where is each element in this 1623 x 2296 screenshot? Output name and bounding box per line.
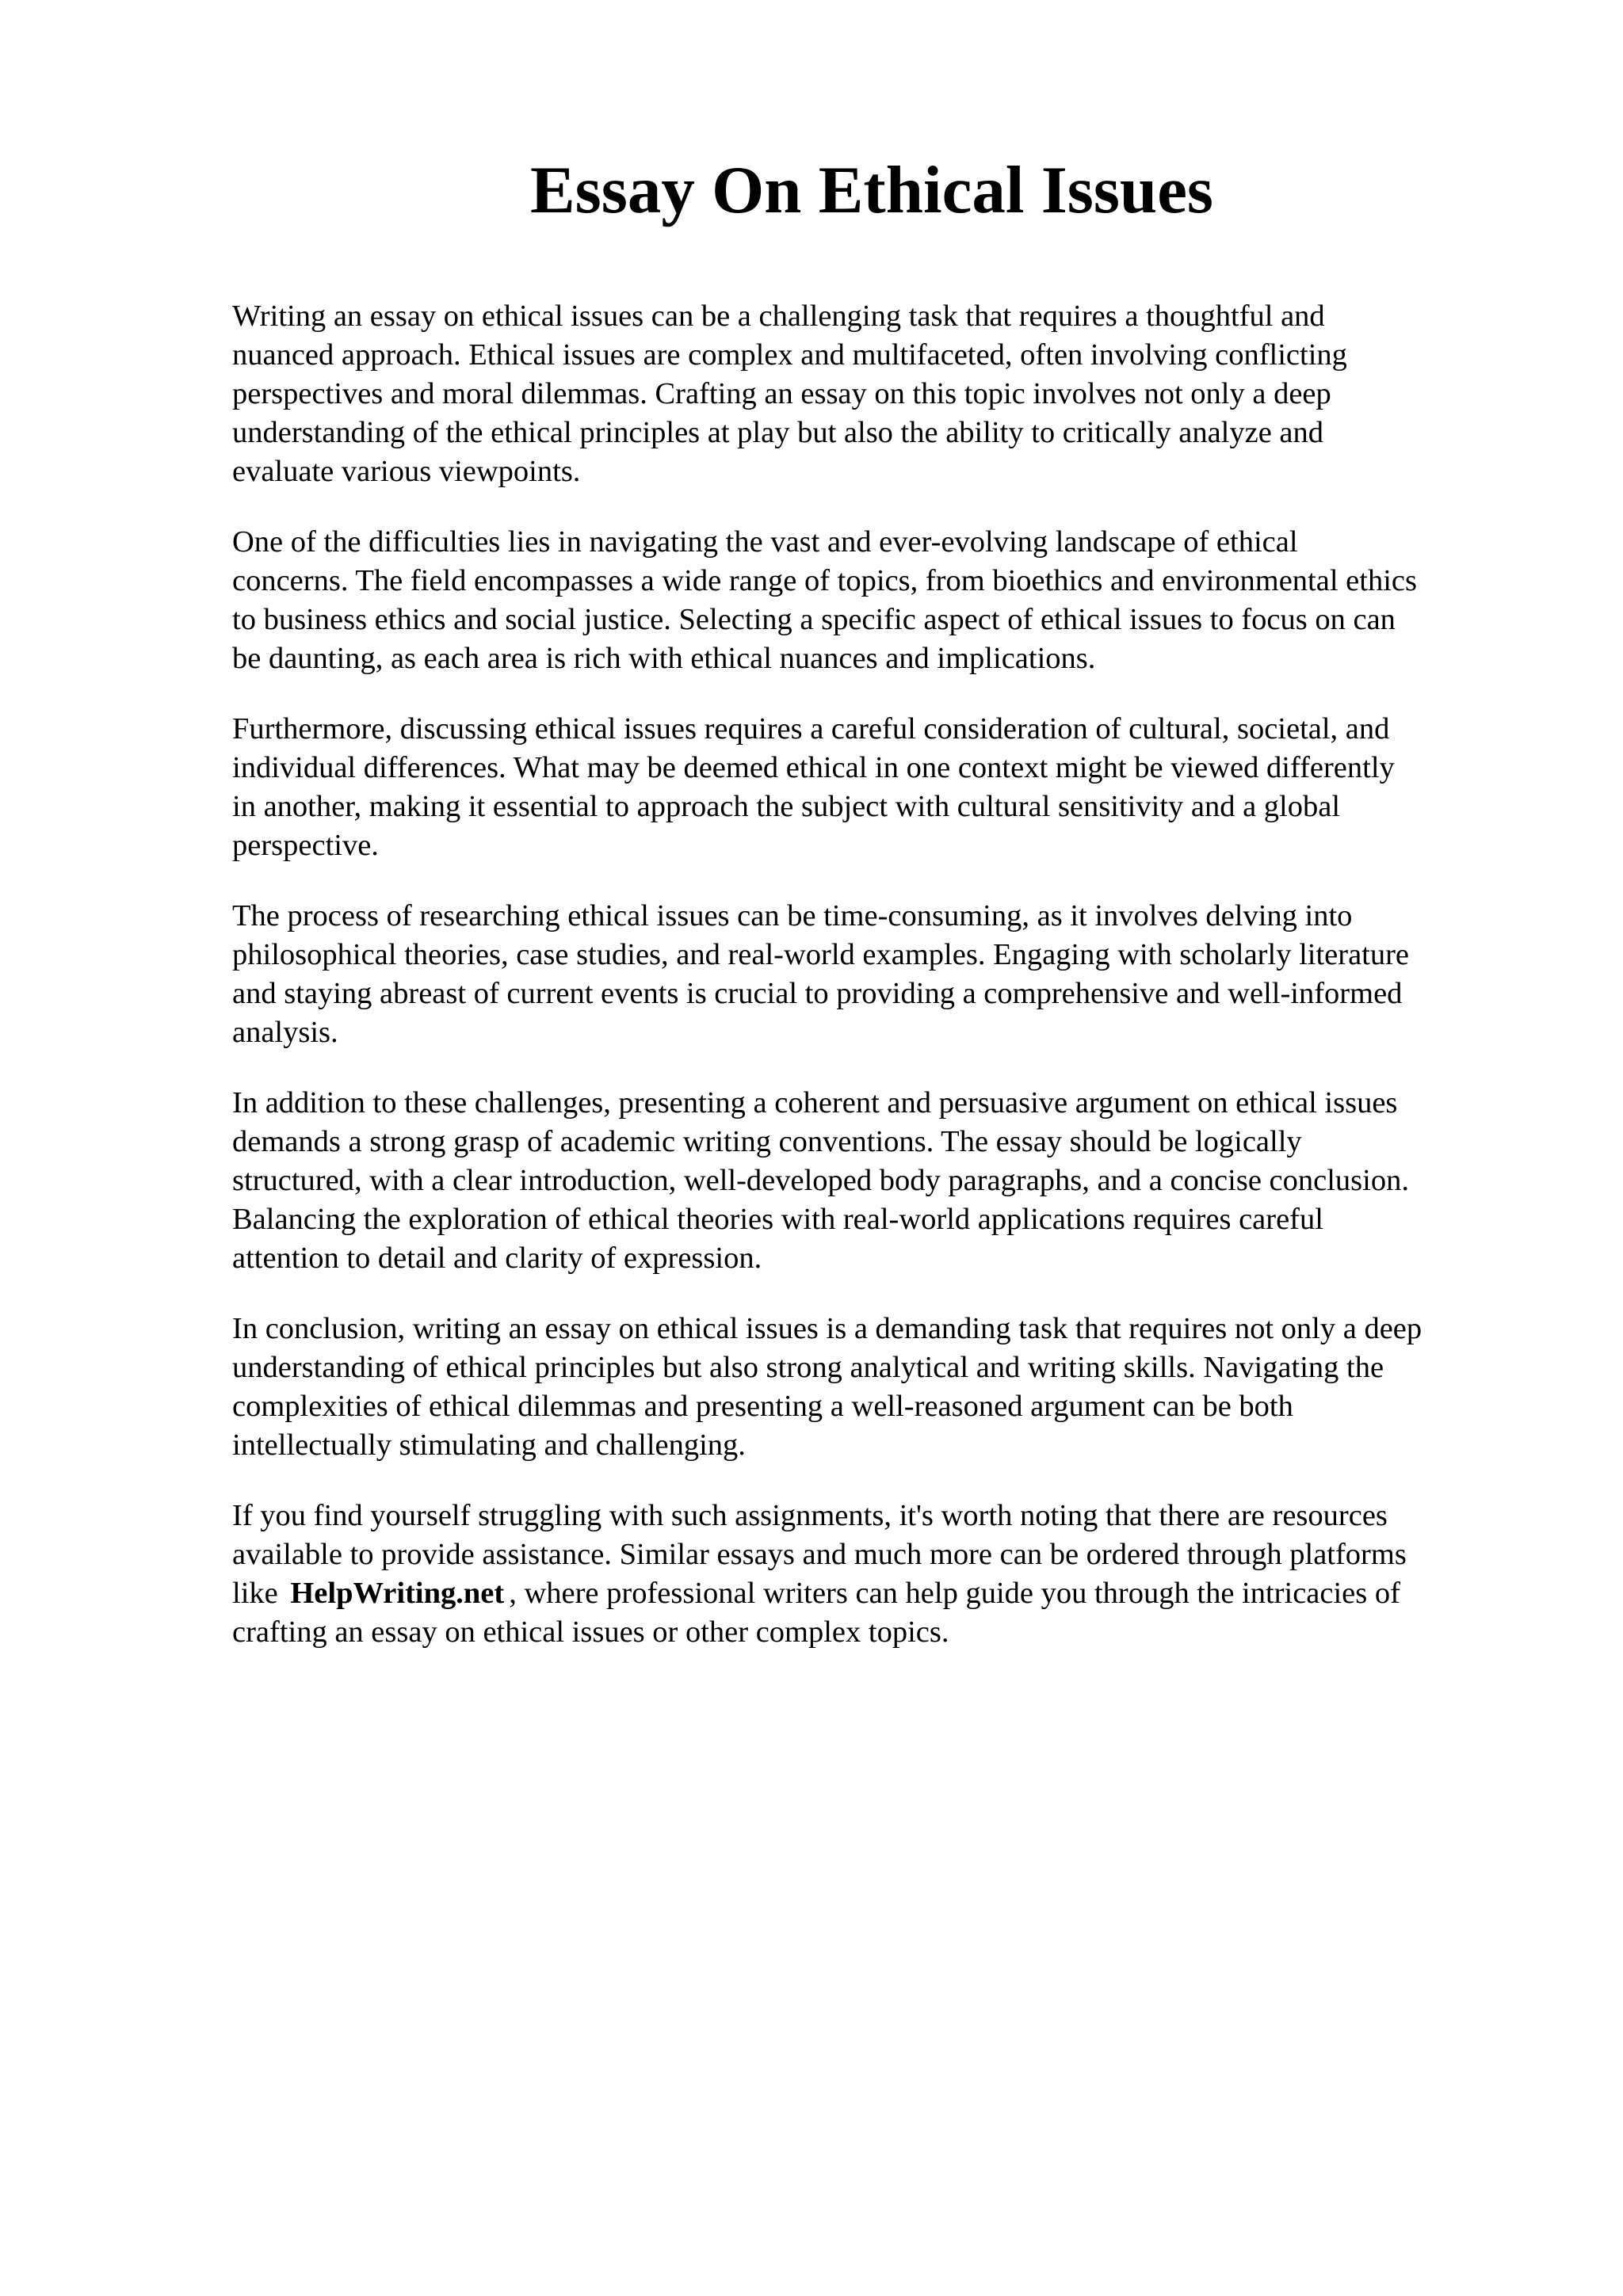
- paragraph-3: Furthermore, discussing ethical issues requires a careful consideration of cultural, societal, and individual differences. What may be deemed ethical in one context might be viewed differently in another, making it essential to approach the subject with cultural sensitivity and a global perspective.: [232, 712, 1395, 862]
- paragraph-6: In conclusion, writing an essay on ethical issues is a demanding task that requires not only a deep understanding of ethical principles but also strong analytical and writing skills. Navigating the complexities of ethical dilemmas and presenting a well-reasoned argument can be both intellectually stimulating and challenging.: [232, 1312, 1423, 1462]
- page-title: Essay On Ethical Issues: [529, 153, 1214, 227]
- essay-body: [232, 297, 1548, 1684]
- helpwriting-link[interactable]: HelpWriting.net: [290, 1577, 505, 1610]
- paragraph-7-end: , where professional writers can help guide you through the intricacies of crafting an essay on ethical issues or other complex topics.: [232, 1577, 1400, 1649]
- paragraph-4: The process of researching ethical issues can be time-consuming, as it involves delving into philosophical theories, case studies, and real-world examples. Engaging with scholarly literature and staying abreast of current events is crucial to providing a comprehensive and well-informed analysis.: [232, 899, 1410, 1049]
- paragraph-7: [232, 1497, 1548, 1652]
- paragraph-5: In addition to these challenges, presenting a coherent and persuasive argument on ethical issues demands a strong grasp of academic writing conventions. The essay should be logically structured, with a clear introduction, well-developed body paragraphs, and a concise conclusion. Balancing the exploration of ethical theories with real-world applications requires careful attention to detail and clarity of expression.: [232, 1086, 1409, 1275]
- paragraph-7-start: If you find yourself struggling with such assignments, it's worth noting that there are resources available to provide assistance. Similar essays and much more can be ordered through platforms like: [232, 1499, 1407, 1610]
- paragraph-1: Writing an essay on ethical issues can be a challenging task that requires a thoughtful and nuanced approach. Ethical issues are complex and multifaceted, often involving conflicting perspectives and moral dilemmas. Crafting an essay on this topic involves not only a deep understanding of the ethical principles at play but also the ability to critically analyze and evaluate various viewpoints.: [232, 299, 1347, 488]
- paragraph-2: One of the difficulties lies in navigating the vast and ever-evolving landscape of ethical concerns. The field encompasses a wide range of topics, from bioethics and environmental ethics to business ethics and social justice. Selecting a specific aspect of ethical issues to focus on can be daunting, as each area is rich with ethical nuances and implications.: [232, 525, 1417, 675]
